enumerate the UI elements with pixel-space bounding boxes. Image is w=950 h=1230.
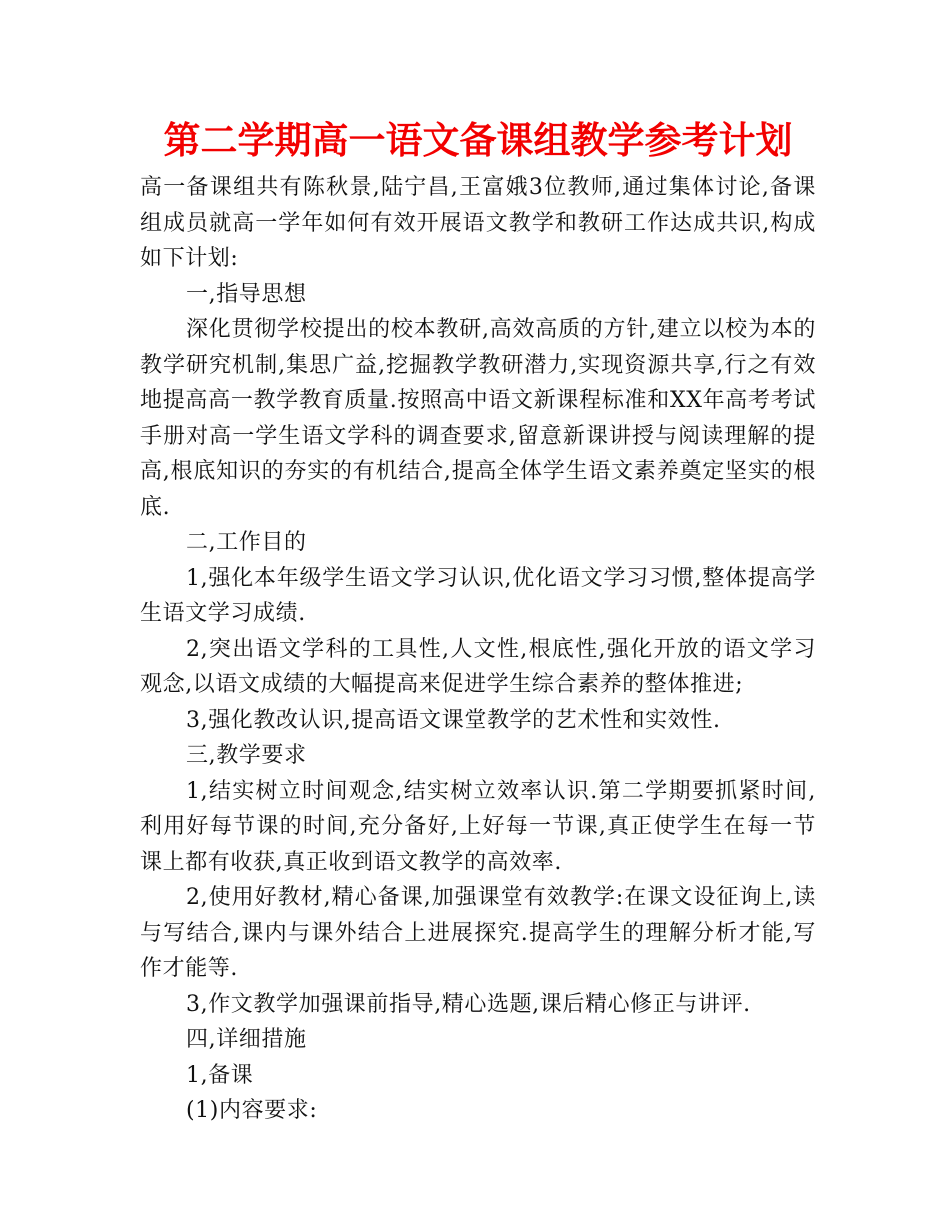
document-page — [140, 112, 816, 1129]
document-title: 第二学期高一语文备课组教学参考计划 — [163, 119, 793, 162]
teaching-requirement-item-1: 1,结实树立时间观念,结实树立效率认识.第二学期要抓紧时间,利用好每节课的时间,充分备好,上好每一节课,真正使学生在每一节课上都有收获,真正收到语文教学的高效率. — [140, 778, 816, 875]
teaching-requirement-item-2: 2,使用好教材,精心备课,加强课堂有效教学:在课文设征询上,读与写结合,课内与课外结合上进展探究.提高学生的理解分析才能,写作才能等. — [140, 885, 816, 981]
section-heading-work-goals: 二,工作目的 — [186, 530, 307, 555]
work-goal-item-3: 3,强化教改认识,提高语文课堂教学的艺术性和实效性. — [186, 707, 721, 733]
work-goal-item-2: 2,突出语文学科的工具性,人文性,根底性,强化开放的语文学习观念,以语文成绩的大幅提高来促进学生综合素养的整体推进; — [140, 636, 816, 697]
measure-subheading-content-requirements: (1)内容要求: — [186, 1098, 318, 1123]
guiding-ideology-paragraph: 深化贯彻学校提出的校本教研,高效高质的方针,建立以校为本的教学研究机制,集思广益,挖掘教学教研潜力,实现资源共享,行之有效地提高高一教学教育质量.按照高中语文新课程标准和XX年高考考试手册对高一学生语文学科的调查要求,留意新课讲授与阅读理解的提高,根底知识的夯实的有机结合,提高全体学生语文素养奠定坚实的根底. — [140, 317, 816, 520]
section-heading-teaching-requirements: 三,教学要求 — [186, 743, 307, 768]
teaching-requirement-item-3: 3,作文教学加强课前指导,精心选题,课后精心修正与讲评. — [186, 991, 751, 1017]
work-goal-item-1: 1,强化本年级学生语文学习认识,优化语文学习习惯,整体提高学生语文学习成绩. — [140, 565, 816, 626]
measure-subheading-lesson-prep: 1,备课 — [186, 1062, 254, 1088]
section-heading-guiding-ideology: 一,指导思想 — [186, 281, 307, 307]
document-body — [140, 170, 816, 1129]
section-heading-detailed-measures: 四,详细措施 — [186, 1027, 307, 1052]
intro-paragraph: 高一备课组共有陈秋景,陆宁昌,王富娥3位教师,通过集体讨论,备课组成员就高一学年如何有效开展语文教学和教研工作达成共识,构成如下计划: — [140, 175, 816, 271]
